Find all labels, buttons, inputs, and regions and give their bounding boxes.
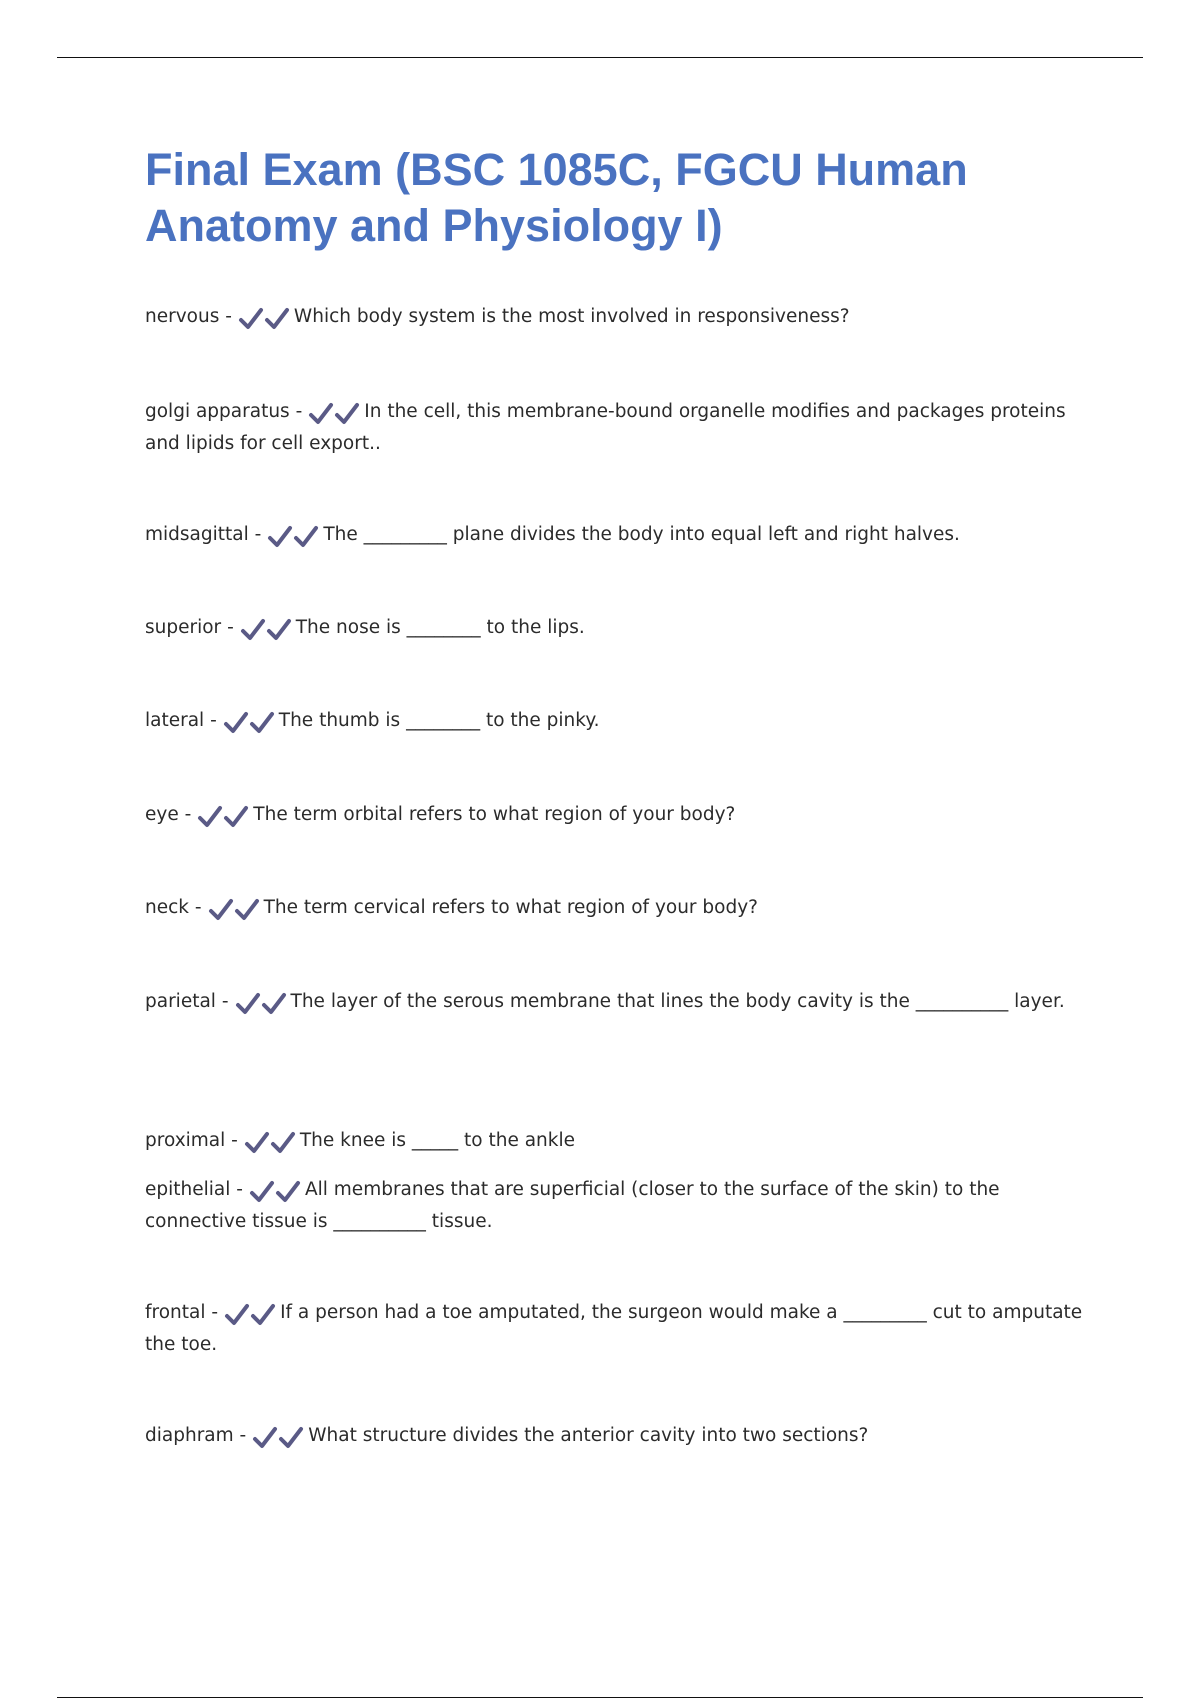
checkmark-icon bbox=[223, 805, 249, 829]
question-text: Which body system is the most involved in responsiveness? bbox=[293, 306, 850, 327]
separator: - bbox=[210, 710, 217, 731]
checkmark-icon bbox=[223, 711, 249, 735]
double-check-icons bbox=[197, 805, 249, 833]
separator: - bbox=[236, 1179, 243, 1200]
answer-term: nervous bbox=[145, 306, 220, 327]
separator: - bbox=[221, 991, 229, 1012]
separator: - bbox=[231, 1130, 238, 1151]
double-check-icons bbox=[244, 1131, 296, 1159]
qa-item bbox=[145, 303, 1085, 335]
question-text: The knee is _____ to the ankle bbox=[299, 1130, 576, 1151]
double-check-icons bbox=[223, 711, 275, 739]
question-text: The thumb is ________ to the pinky. bbox=[278, 710, 600, 731]
separator: - bbox=[211, 1302, 219, 1323]
separator: - bbox=[239, 1425, 247, 1446]
answer-term: eye bbox=[145, 804, 179, 825]
double-check-icons bbox=[235, 992, 287, 1020]
bottom-rule bbox=[57, 1697, 1143, 1698]
answer-term: frontal bbox=[145, 1302, 206, 1323]
question-text: The _________ plane divides the body into equal left and right halves. bbox=[323, 524, 960, 545]
question-text: The term orbital refers to what region of your body? bbox=[253, 804, 736, 825]
top-rule bbox=[57, 57, 1143, 58]
qa-item bbox=[145, 1127, 1085, 1159]
separator: - bbox=[184, 804, 192, 825]
answer-term: midsagittal bbox=[145, 524, 249, 545]
qa-item bbox=[145, 801, 1085, 833]
checkmark-icon bbox=[249, 711, 275, 735]
qa-item bbox=[145, 398, 1085, 458]
qa-item bbox=[145, 894, 1085, 926]
separator: - bbox=[227, 617, 234, 638]
answer-term: parietal bbox=[145, 991, 216, 1012]
double-check-icons bbox=[252, 1426, 304, 1454]
separator: - bbox=[254, 524, 262, 545]
qa-item bbox=[145, 1299, 1085, 1359]
checkmark-icon bbox=[334, 402, 360, 426]
checkmark-icon bbox=[261, 992, 287, 1016]
answer-term: proximal bbox=[145, 1130, 226, 1151]
checkmark-icon bbox=[267, 525, 293, 549]
checkmark-icon bbox=[238, 307, 264, 331]
answer-term: lateral bbox=[145, 710, 205, 731]
qa-item bbox=[145, 521, 1085, 553]
checkmark-icon bbox=[240, 618, 266, 642]
document-title: Final Exam (BSC 1085C, FGCU Human Anatomy and Physiology I) bbox=[145, 144, 968, 251]
checkmark-icon bbox=[270, 1131, 296, 1155]
qa-item bbox=[145, 1176, 1085, 1236]
checkmark-icon bbox=[249, 1180, 275, 1204]
checkmark-icon bbox=[308, 402, 334, 426]
checkmark-icon bbox=[235, 992, 261, 1016]
question-text: The term cervical refers to what region of your body? bbox=[263, 897, 758, 918]
double-check-icons bbox=[238, 307, 290, 335]
answer-term: neck bbox=[145, 897, 189, 918]
answer-term: golgi apparatus bbox=[145, 401, 290, 422]
qa-item bbox=[145, 614, 1085, 646]
double-check-icons bbox=[224, 1303, 276, 1331]
separator: - bbox=[225, 306, 232, 327]
checkmark-icon bbox=[250, 1303, 276, 1327]
checkmark-icon bbox=[275, 1180, 301, 1204]
qa-item bbox=[145, 707, 1085, 739]
qa-item bbox=[145, 988, 1085, 1020]
separator: - bbox=[194, 897, 202, 918]
checkmark-icon bbox=[264, 307, 290, 331]
double-check-icons bbox=[267, 525, 319, 553]
question-text: If a person had a toe amputated, the surgeon would make a _________ cut to amputate the toe. bbox=[145, 1302, 1083, 1355]
answer-term: diaphram bbox=[145, 1425, 234, 1446]
double-check-icons bbox=[240, 618, 292, 646]
double-check-icons bbox=[208, 898, 260, 926]
checkmark-icon bbox=[266, 618, 292, 642]
qa-item bbox=[145, 1422, 1085, 1454]
checkmark-icon bbox=[224, 1303, 250, 1327]
checkmark-icon bbox=[244, 1131, 270, 1155]
question-text: All membranes that are superficial (closer to the surface of the skin) to the connective tissue is __________ tissue. bbox=[145, 1179, 1000, 1232]
checkmark-icon bbox=[293, 525, 319, 549]
question-text: The layer of the serous membrane that lines the body cavity is the __________ layer. bbox=[290, 991, 1065, 1012]
double-check-icons bbox=[249, 1180, 301, 1208]
answer-term: superior bbox=[145, 617, 222, 638]
checkmark-icon bbox=[234, 898, 260, 922]
checkmark-icon bbox=[278, 1426, 304, 1450]
separator: - bbox=[295, 401, 303, 422]
question-text: What structure divides the anterior cavity into two sections? bbox=[308, 1425, 869, 1446]
checkmark-icon bbox=[197, 805, 223, 829]
question-text: In the cell, this membrane-bound organelle modifies and packages proteins and lipids for cell export.. bbox=[145, 401, 1066, 454]
checkmark-icon bbox=[208, 898, 234, 922]
double-check-icons bbox=[308, 402, 360, 430]
question-text: The nose is ________ to the lips. bbox=[295, 617, 585, 638]
checkmark-icon bbox=[252, 1426, 278, 1450]
answer-term: epithelial bbox=[145, 1179, 231, 1200]
